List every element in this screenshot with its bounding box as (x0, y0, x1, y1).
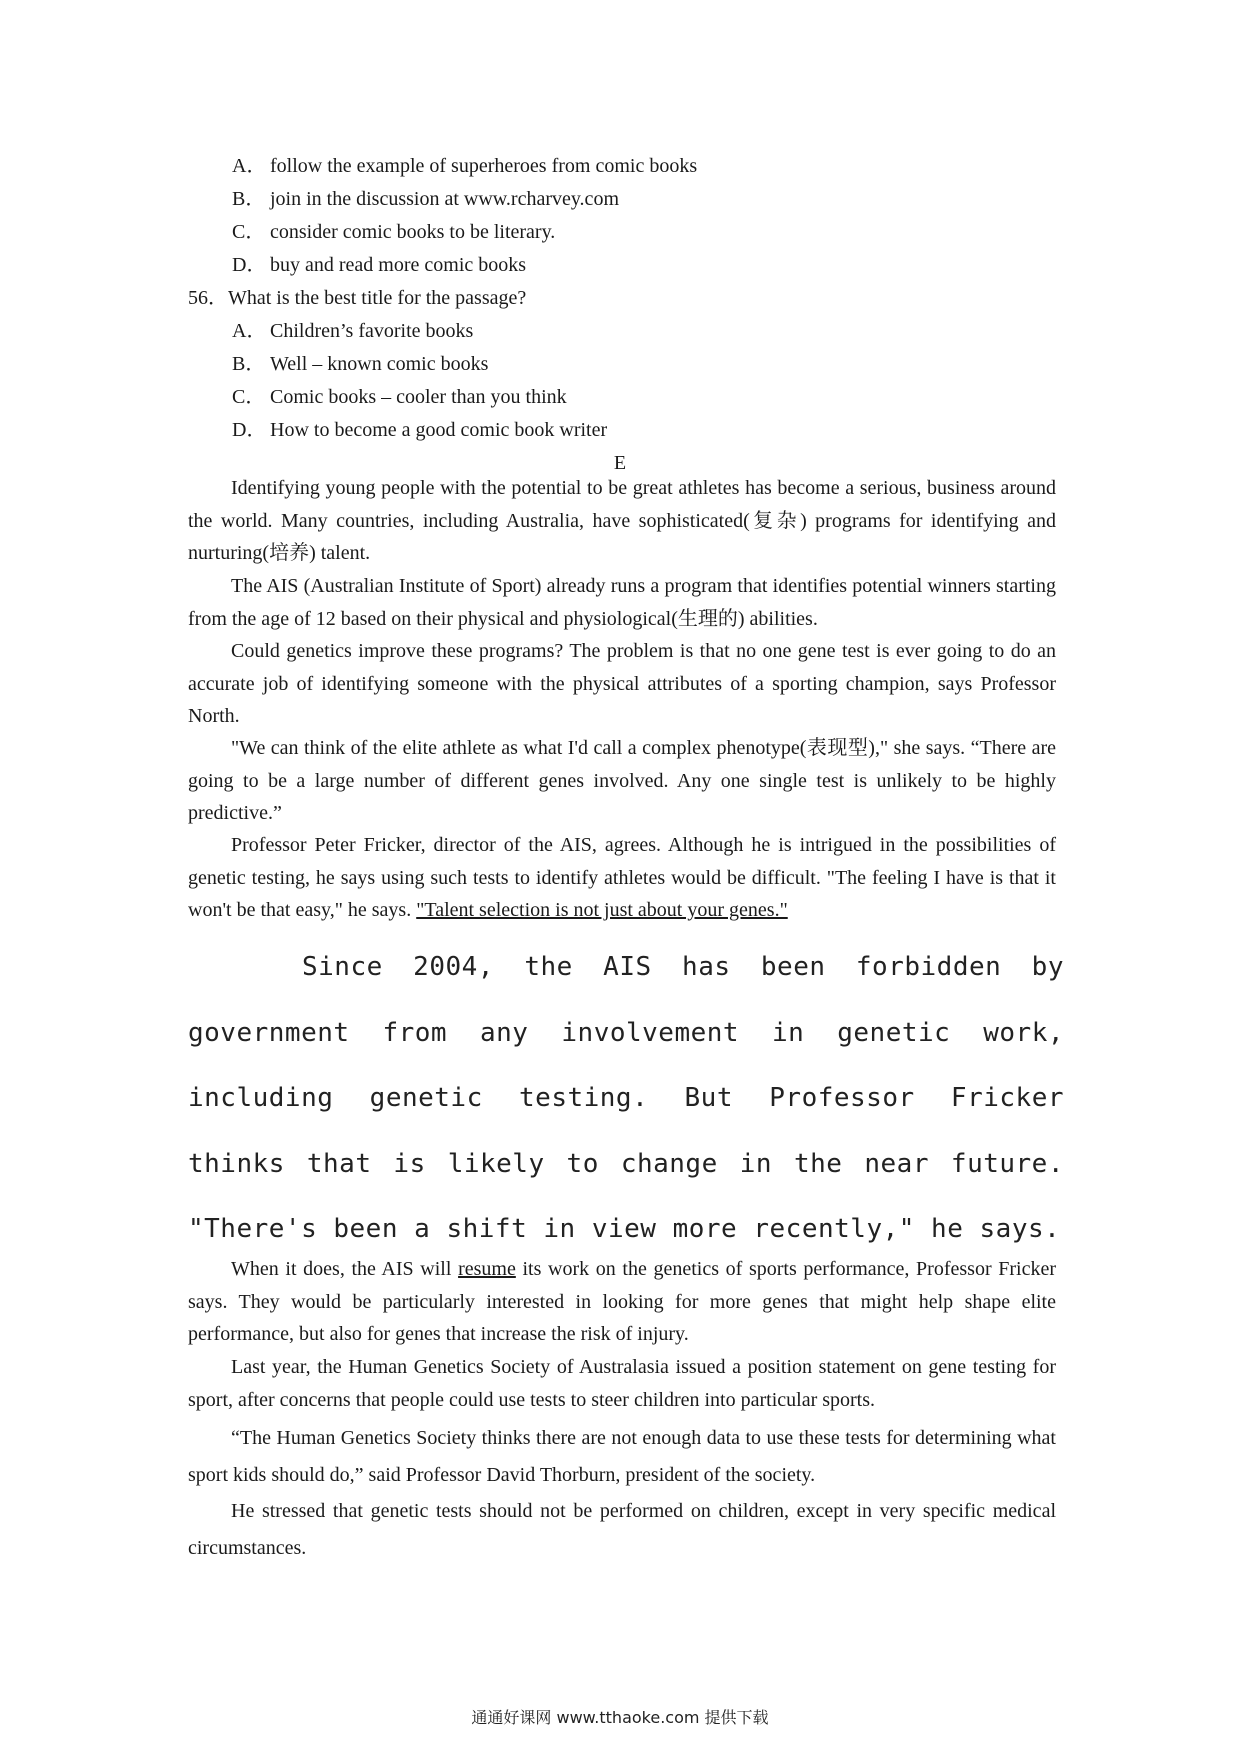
paragraph-10: He stressed that genetic tests should not be performed on children, except in very specific medical circumstances. (188, 1500, 1056, 1559)
question-56: 56．What is the best title for the passage? (188, 287, 527, 309)
q56-option-d: D． How to become a good comic book writer (232, 419, 608, 441)
option-b-prev: B． join in the discussion at www.rcharvey.com (232, 188, 619, 210)
footer-watermark: 通通好课网 www.tthaoke.com 提供下载 (471, 1708, 769, 1727)
paragraph-9: “The Human Genetics Society thinks there are not enough data to use these tests for determining what sport kids should do,” said Professor David Thorburn, president of the society. (188, 1427, 1056, 1486)
section-heading: E (613, 452, 627, 474)
paragraph-3: Could genetics improve these programs? The problem is that no one gene test is ever going to do an accurate job of identifying someone with the physical attributes of a sporting champion, says Professor North. (188, 640, 1056, 727)
paragraph-8: Last year, the Human Genetics Society of Australasia issued a position statement on gene testing for sport, after concerns that people could use tests to steer children into particular sports. (188, 1356, 1056, 1411)
paragraph-7: When it does, the AIS will resume its work on the genetics of sports performance, Professor Fricker says. They would be particularly interested in looking for more genes that might help shape elite performance, but also for genes that increase the risk of injury. (188, 1258, 1057, 1345)
option-a-prev: A． follow the example of superheroes from comic books (232, 155, 698, 177)
paragraph-4: "We can think of the elite athlete as what I'd call a complex phenotype(表现型)," she says. “There are going to be a large number of different genes involved. Any one single test is unlikely to be highly predictive.” (188, 737, 1056, 824)
paragraph-6: Since 2004, the AIS has been forbidden by government from any involvement in genetic work, including genetic testing. But Professor Fricker thinks that is likely to change in the near future. "There's been a shift in view more recently," he says. (188, 952, 1064, 1244)
underlined-word: resume (458, 1258, 516, 1280)
option-c-prev: C． consider comic books to be literary. (232, 221, 556, 243)
paragraph-1: Identifying young people with the potential to be great athletes has become a serious, business around the world. Many countries, including Australia, have sophisticated(复杂) programs for identifying and nurturing(培养) talent. (188, 477, 1056, 564)
q56-option-c: C． Comic books – cooler than you think (232, 386, 567, 408)
underlined-sentence: "Talent selection is not just about your genes." (416, 899, 788, 921)
q56-option-a: A． Children’s favorite books (232, 320, 474, 342)
paragraph-5: Professor Peter Fricker, director of the AIS, agrees. Although he is intrigued in the possibilities of genetic testing, he says using such tests to identify athletes would be difficult. "The feeling I have is that it won't be that easy," he says. "Talent selection is not just about your genes." (188, 834, 1056, 921)
paragraph-2: The AIS (Australian Institute of Sport) already runs a program that identifies potential winners starting from the age of 12 based on their physical and physiological(生理的) abilities. (188, 575, 1056, 630)
q56-option-b: B． Well – known comic books (232, 353, 489, 375)
option-d-prev: D． buy and read more comic books (232, 254, 527, 276)
